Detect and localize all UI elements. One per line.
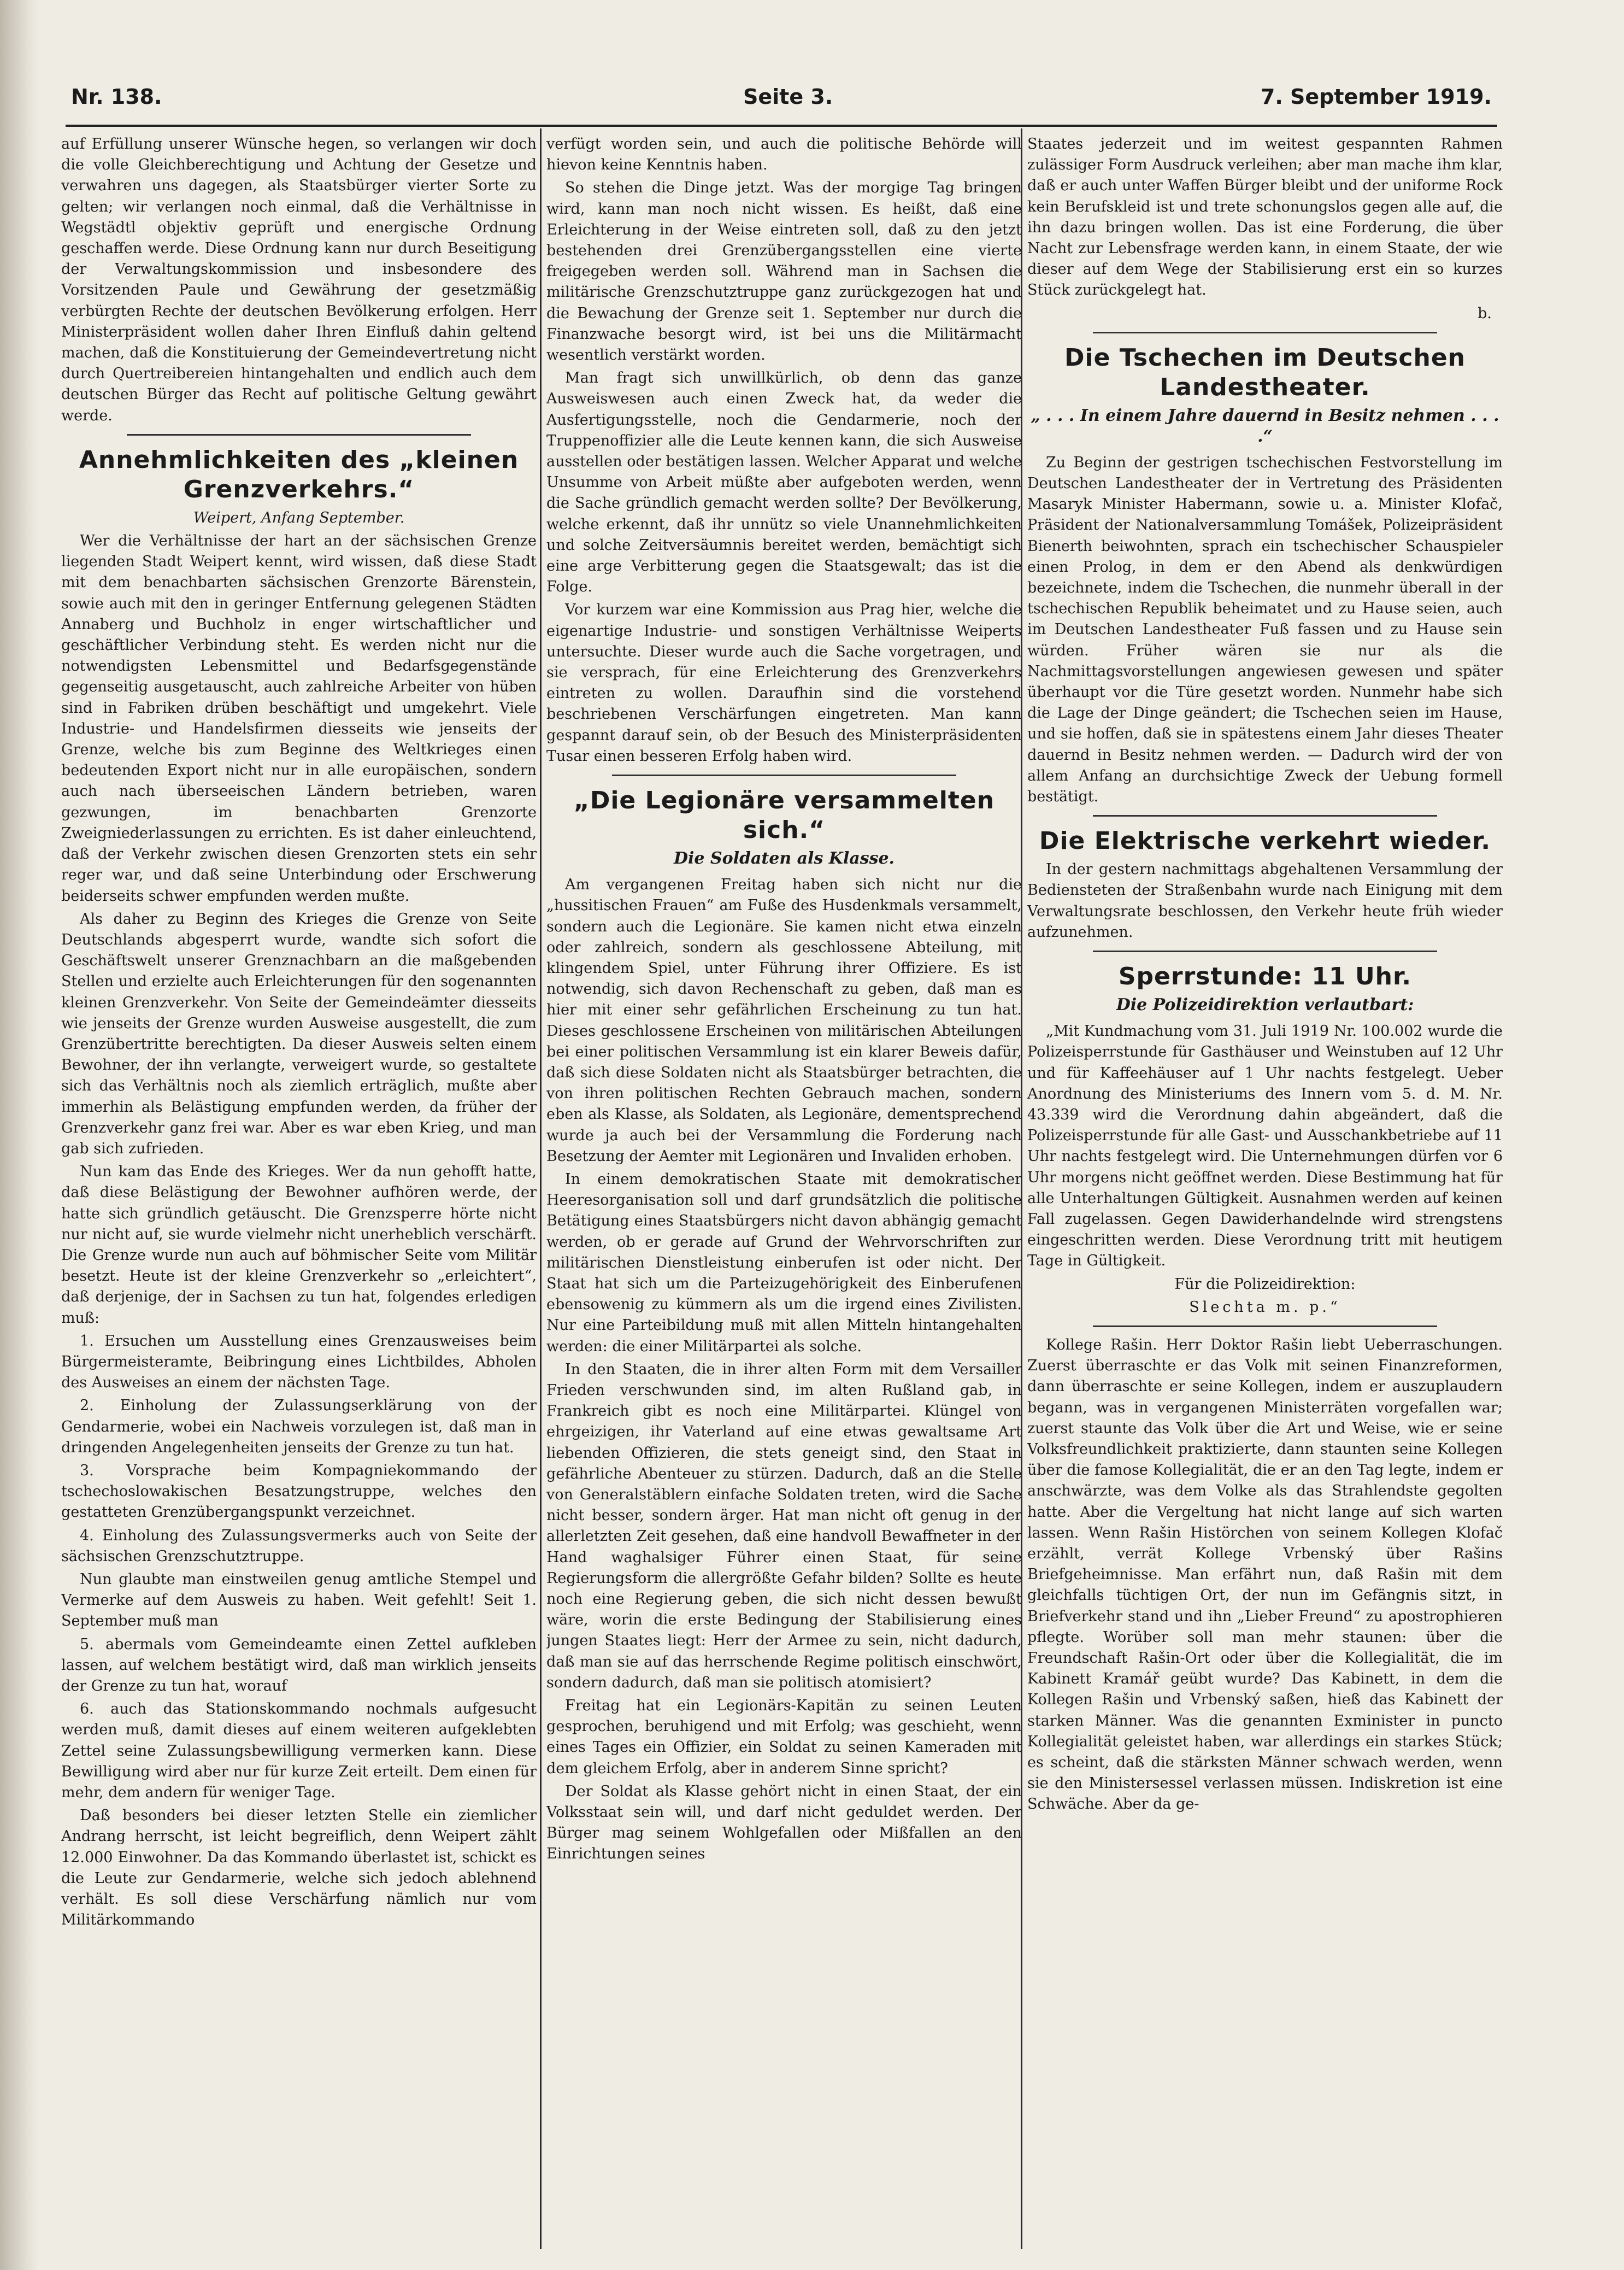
article-text: verfügt worden sein, und auch die politische Behörde will hievon keine Kenntnis haben. (546, 136, 1022, 174)
article-text: Am vergangenen Freitag haben sich nicht nur die „hussitischen Frauen“ am Fuße des Husdenkmals versammelt, sondern auch die Legionäre. Sie kamen nicht etwa einzeln oder zahlreich, sondern als geschlossene Abteilung, mit klingendem Spiel, unter Führung ihrer Offiziere. Es ist notwendig, sich davon Rechenschaft zu geben, daß man es hier mit einer sehr gefährlichen Erscheinung zu tun hat. Dieses geschlossene Erscheinen von militärischen Abteilungen bei einer politischen Versammlung ist ein klarer Beweis dafür, daß sich diese Soldaten nicht als Staatsbürger betrachten, die von ihren politischen Rechten Gebrauch machen, sondern eben als Klasse, als Soldaten, als Legionäre, dementsprechend wurde ja auch bei der Versammlung die Forderung nach Besetzung der Aemter mit Legionären und Invaliden erhoben. (546, 876, 1022, 1165)
issue-number: Nr. 138. (71, 85, 162, 109)
article-text: Als daher zu Beginn des Krieges die Grenze von Seite Deutschlands abgesperrt wurde, wandte sich sofort die Geschäftswelt unserer Grenznachbarn an die maßgebenden Stellen und erzielte auch Erleichterungen für den sogenannten kleinen Grenzverkehr. Von Seite der Gemeindeämter diesseits wie jenseits der Grenze wurden Ausweise ausgestellt, die zum Grenzübertritte berechtigten. Da dieser Ausweis selten einem Bewohner, der ihn verlangte, verweigert wurde, so gestaltete sich das Verhältnis noch als ziemlich erträglich, mußte aber immerhin als Belästigung empfunden werden, da früher der Grenzverkehr ganz frei war. Aber es war eben Krieg, und man gab sich zufrieden. (61, 910, 537, 1157)
column-1 (61, 134, 537, 2244)
article-subheadline: Die Soldaten als Klasse. (673, 849, 895, 869)
column-rule-1 (540, 128, 542, 2249)
article-text: Wer die Verhältnisse der hart an der sächsischen Grenze liegenden Stadt Weipert kennt, wird wissen, daß diese Stadt mit dem benachbarten sächsischen Grenzorte Bärenstein, sowie auch mit den in geringer Entfernung gelegenen Städten Annaberg und Buchholz in enger wirtschaftlicher und geschäftlicher Verbindung steht. Es werden nicht nur die notwendigsten Lebensmittel und Bedarfsgegenstände gegenseitig ausgetauscht, auch zahlreiche Arbeiter von hüben sind in Fabriken drüben beschäftigt und umgekehrt. Viele Industrie- und Handelsfirmen diesseits wie jenseits der Grenze, welche bis zum Beginne des Weltkrieges einen bedeutenden Export nicht nur in alle europäischen, sondern auch nach überseeischen Ländern betrieben, waren gezwungen, im benachbarten Grenzorte Zweigniederlassungen zu errichten. Es ist daher einleuchtend, daß der Verkehr zwischen diesen Grenzorten stets ein sehr reger war, und daß seine Unterbindung oder Erschwerung beiderseits schwer empfunden werden mußte. (61, 532, 537, 905)
article-dateline: Weipert, Anfang September. (193, 509, 405, 526)
article-text: In einem demokratischen Staate mit demokratischer Heeresorganisation soll und darf grundsätzlich die politische Betätigung eines Staatsbürgers nicht davon abhängig gemacht werden, ob er gerade auf Grund der Wehrvorschriften zur militärischen Dienstleistung einberufen ist oder nicht. Der Staat hat sich um die Parteizugehörigkeit des Einberufenen ebensowenig zu kümmern als um die irgend eines Zivilisten. Nur eine Parteibildung muß mit allen Mitteln hintangehalten werden: die einer Militärpartei als solche. (546, 1170, 1022, 1355)
column-2 (546, 134, 1022, 2244)
column-3 (1027, 134, 1503, 2244)
article-signature: b. (1478, 304, 1492, 322)
article-text: In den Staaten, die in ihrer alten Form mit dem Versailler Frieden verschwunden sind, im alten Rußland gab, in Frankreich gibt es noch eine Militärpartei. Klüngel von ehrgeizigen, ihr Vaterland auf eine etwas gewaltsame Art liebenden Offizieren, die stets geneigt sind, den Staat in gefährliche Abenteuer zu stürzen. Dadurch, daß an die Stelle von Generalstäblern einfache Soldaten treten, wird die Sache nicht besser, sondern ärger. Hat man nicht oft genug in der allerletzten Zeit gesehen, daß eine handvoll Bewaffneter in der Hand waghalsiger Führer einen Staat, für seine Regierungsform die allergrößte Gefahr bilden? Sollte es heute noch eine Regierung geben, die sich nicht dessen bewußt wäre, worin die erste Bedingung der Stabilisierung eines jungen Staates liegt: Herr der Armee zu sein, nicht dadurch, daß man sie auf das herrschende Regime politisch einschwört, sondern dadurch, daß man sie politisch atomisiert? (546, 1360, 1022, 1691)
article-text: Der Soldat als Klasse gehört nicht in einen Staat, der ein Volksstaat sein will, und darf nicht geduldet werden. Der Bürger mag seinem Wohlgefallen oder Mißfallen an den Einrichtungen seines (546, 1782, 1022, 1863)
article-text: Zu Beginn der gestrigen tschechischen Festvorstellung im Deutschen Landestheater der in Vertretung des Präsidenten Masaryk Minister Habermann, sowie u. a. Minister Klofač, Präsident der Nationalversammlung Tomášek, Polizeipräsident Bienerth beiwohnten, sprach ein tschechischer Schauspieler einen Prolog, in dem er den Abend als denkwürdigen bezeichnete, indem die Tschechen, die nunmehr überall in der tschechischen Republik beheimatet und zu Hause seien, auch im Deutschen Landestheater Fuß fassen und zu Hause sein würden. Früher wären sie nur als die Nachmittagsvorstellungen angewiesen gewesen und später überhaupt vor die Türe gesetzt worden. Nunmehr habe sich die Lage der Dinge geändert; die Tschechen seien im Hause, und sie hoffen, daß sie in spätestens einem Jahr dieses Theater dauernd in Besitz nehmen werden. — Dadurch wird der von allem Anfang an durchsichtige Zweck der Uebung formell bestätigt. (1027, 454, 1503, 806)
article-text: Daß besonders bei dieser letzten Stelle ein ziemlicher Andrang herrscht, ist leicht begreiflich, denn Weipert zählt 12.000 Einwohner. Da das Kommando überlastet ist, schickt es die Leute zur Gendarmerie, welche sich jedoch ablehnend verhält. Es soll diese Verschärfung nämlich nur vom Militärkommando (61, 1807, 537, 1929)
page-number: Seite 3. (743, 85, 833, 109)
article-text: Nun kam das Ende des Krieges. Wer da nun gehofft hatte, daß diese Belästigung der Bewohner aufhören werde, der hatte sich gründlich getäuscht. Die Grenzsperre hörte nicht nur nicht auf, sie wurde vielmehr nicht unerheblich verschärft. Die Grenze wurde nun auch auf böhmischer Seite vom Militär besetzt. Heute ist der kleine Grenzverkehr so „erleichtert“, daß derjenige, der in Sachsen zu tun hat, folgendes erledigen muß: (61, 1163, 537, 1327)
article-headline: Die Tschechen im Deutschen Landestheater. (1064, 343, 1466, 401)
list-item: 5. abermals vom Gemeindeamte einen Zettel aufkleben lassen, auf welchem bestätigt wird, daß man wirklich jenseits der Grenze zu tun hat, worauf (61, 1635, 537, 1695)
article-headline: Sperrstunde: 11 Uhr. (1118, 963, 1412, 991)
article-separator (1093, 332, 1437, 333)
article-text: Staates jederzeit und im weitest gespannten Rahmen zulässiger Form Ausdruck verleihen; aber man mache ihm klar, daß er auch unter Waffen Bürger bleibt und der uniforme Rock kein Berufskleid ist und trete schonungslos gegen alle auf, die ihn dazu bringen wollen. Das ist eine Forderung, die über Nacht zur Lebensfrage werden kann, in einem Staate, der wie dieser auf dem Wege der Stabilisierung erst ein so kurzes Stück zurückgelegt hat. (1027, 136, 1503, 299)
header-rule (66, 125, 1497, 127)
page-header (71, 79, 1492, 118)
article-text: Man fragt sich unwillkürlich, ob denn das ganze Ausweiswesen auch einen Zweck hat, da weder die Ausfertigungsstelle, noch die Gendarmerie, noch der Truppenoffizier alle die Leute kennen kann, die sich Ausweise ausstellen oder bestätigen lassen. Welcher Apparat und welche Unsumme von Arbeit müßte aber aufgeboten werden, wenn die Sache gründlich gemacht werden sollte? Der Bevölkerung, welche erkennt, daß ihr unnütz so viele Unannehmlichkeiten und solche Zeitversäumnis bereitet werden, bemächtigt sich eine arge Verbitterung gegen die Staatsgewalt; das ist die Folge. (546, 369, 1022, 596)
article-text: Vor kurzem war eine Kommission aus Prag hier, welche die eigenartige Industrie- und sonstigen Verhältnisse Weiperts untersuchte. Dieser wurde auch die Sache vorgetragen, und sie versprach, für eine Erleichterung des Grenzverkehrs eintreten zu wollen. Daraufhin sind die vorstehend beschriebenen Verschärfungen eingetreten. Man kann gespannt darauf sein, ob der Besuch des Ministerpräsidenten Tusar einen besseren Erfolg haben wird. (546, 601, 1022, 765)
list-item: 2. Einholung der Zulassungserklärung von der Gendarmerie, wobei ein Nachweis vorzulegen ist, daß man in dringenden Angelegenheiten jenseits der Grenze zu tun hat. (61, 1397, 537, 1456)
article-separator (127, 434, 471, 436)
article-text: In der gestern nachmittags abgehaltenen Versammlung der Bediensteten der Straßenbahn wurde nach Einigung mit dem Verwaltungsrate beschlossen, den Verkehr heute früh wieder aufzunehmen. (1027, 861, 1503, 941)
article-text: Nun glaubte man einstweilen genug amtliche Stempel und Vermerke auf dem Ausweis zu haben. Weit gefehlt! Seit 1. September muß man (61, 1571, 537, 1630)
article-subheadline: Die Polizeidirektion verlautbart: (1116, 995, 1414, 1015)
article-text: „Mit Kundmachung vom 31. Juli 1919 Nr. 100.002 wurde die Polizeisperrstunde für Gasthäuser und Weinstuben auf 12 Uhr und für Kaffeehäuser auf 1 Uhr nachts festgelegt. Ueber Anordnung des Ministeriums des Innern vom 5. d. M. Nr. 43.339 wird die Verordnung dahin abgeändert, daß die Polizeisperrstunde für alle Gast- und Ausschankbetriebe auf 11 Uhr nachts festgelegt wird. Die Unternehmungen dürfen vor 6 Uhr morgens nicht geöffnet werden. Diese Bestimmung hat für alle Unterhaltungen Gültigkeit. Ausnahmen werden auf keinen Fall zugelassen. Gegen Dawiderhandelnde wird strengstens eingeschritten werden. Diese Verordnung tritt mit heutigem Tage in Gültigkeit. (1027, 1023, 1503, 1270)
article-text: Kollege Rašin. Herr Doktor Rašin liebt Ueberraschungen. Zuerst überraschte er das Volk mit seinen Finanzreformen, dann überraschte er seine Kollegen, indem er auszuplaudern begann, was in vergangenen Ministerräten vorgefallen war; zuerst staunte das Volk über die Art und Weise, wie er seine Volksfreundlichkeit praktizierte, dann staunten seine Kollegen über die famose Kollegialität, die er an den Tag legte, indem er anschwärzte, was dem Volke als das Strahlendste gegolten hatte. Aber die Vergeltung hat nicht lange auf sich warten lassen. Wenn Rašin Histörchen von seinem Kollegen Klofač erzählt, verrät Kollege Vrbenský über Rašins Briefgeheimnisse. Man erfährt nun, daß Rašin mit dem gleichfalls tüchtigen Ort, der nun im Gefängnis sitzt, in Briefverkehr stand und ihn „Lieber Freund“ zu apostrophieren pflegte. Worüber soll man mehr staunen: über die Freundschaft Rašin-Ort oder über die Kollegialität, die im Kabinett Kramář geübt wurde? Das Kabinett, in dem die Kollegen Rašin und Vrbenský saßen, hieß das Kabinett der starken Männer. Was die genannten Exminister in puncto Kollegialität geleistet haben, war allerdings ein starkes Stück; es scheint, daß die stärksten Männer schwach werden, wenn sie den Ministersessel verlassen müssen. Indiskretion ist eine Schwäche. Aber da ge- (1027, 1336, 1503, 1813)
list-item: 6. auch das Stationskommando nochmals aufgesucht werden muß, damit dieses auf einem weiteren aufgeklebten Zettel seine Zulassungsbewilligung vermerken kann. Diese Bewilligung wird aber nur für kurze Zeit erteilt. Dem einen für mehr, dem andern für weniger Tage. (61, 1700, 537, 1802)
article-separator (1093, 1325, 1437, 1327)
article-headline: „Die Legionäre versammelten sich.“ (573, 787, 995, 844)
list-item: 1. Ersuchen um Ausstellung eines Grenzausweises beim Bürgermeisteramte, Beibringung eines Lichtbildes, Abholen des Ausweises an einem der nächsten Tage. (61, 1332, 537, 1392)
article-text: Freitag hat ein Legionärs-Kapitän zu seinen Leuten gesprochen, beruhigend und mit Erfolg; was geschieht, wenn eines Tages ein Offizier, ein Soldat zu seinen Kameraden mit dem gleichem Erfolg, aber in anderem Sinne spricht? (546, 1697, 1022, 1777)
article-text: So stehen die Dinge jetzt. Was der morgige Tag bringen wird, kann man noch nicht wissen. Es heißt, daß eine Erleichterung in der Weise eintreten soll, daß zu den jetzt bestehenden drei Grenzübergangsstellen eine vierte freigegeben werden soll. Während man in Sachsen die militärische Grenzschutztruppe ganz zurückgezogen hat und die Bewachung der Grenze seit 1. September nur durch die Finanzwache besorgt wird, ist bei uns die Militärmacht wesentlich verstärkt worden. (546, 179, 1022, 364)
issue-date: 7. September 1919. (1260, 85, 1492, 109)
article-headline: Annehmlichkeiten des „kleinen Grenzverkehrs.“ (79, 445, 519, 503)
article-signature: Für die Polizeidirektion: (1174, 1275, 1356, 1293)
list-item: 4. Einholung des Zulassungsvermerks auch von Seite der sächsischen Grenzschutztruppe. (61, 1527, 537, 1565)
article-separator (1093, 815, 1437, 817)
article-separator (1093, 951, 1437, 952)
list-item: 3. Vorsprache beim Kompagniekommando der tschechoslowakischen Besatzungstruppe, welches den gestatteten Grenzübergangspunkt verzeichnet. (61, 1462, 537, 1521)
article-separator (612, 775, 956, 776)
page-binding-edge (0, 0, 38, 2270)
article-text: auf Erfüllung unserer Wünsche hegen, so verlangen wir doch die volle Gleichberechtigung und Achtung der Gesetze und verwahren uns dagegen, als Staatsbürger vierter Sorte zu gelten; wir verlangen noch einmal, daß die Verhältnisse in Wegstädtl objektiv geprüft und energische Ordnung geschaffen werde. Diese Ordnung kann nur durch Beseitigung der Verwaltungskommission und insbesondere des Vorsitzenden Paule und Gewährung der gesetzmäßig verbürgten Rechte der deutschen Bevölkerung erfolgen. Herr Ministerpräsident wollen daher Ihren Einfluß dahin geltend machen, daß die Konstituierung der Gemeindevertretung nicht durch Quertreibereien hintangehalten und endlich auch dem deutschen Bürger das Recht auf politische Geltung gewährt werde. (61, 136, 537, 424)
article-signature: Slechta m. p.“ (1189, 1298, 1341, 1316)
article-headline: Die Elektrische verkehrt wieder. (1039, 827, 1491, 855)
article-subheadline: „ . . . In einem Jahre dauernd in Besitz nehmen . . . .“ (1031, 406, 1499, 446)
